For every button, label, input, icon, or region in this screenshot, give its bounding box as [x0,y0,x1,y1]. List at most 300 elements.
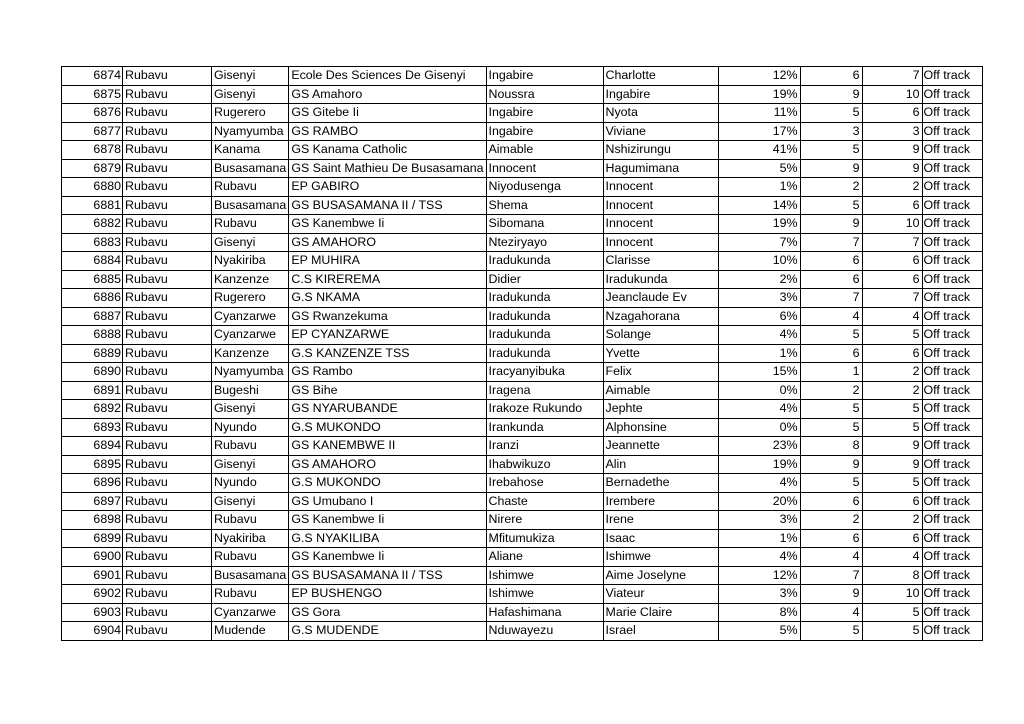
status-cell: Off track [922,474,982,493]
percent-cell: 20% [718,492,800,511]
school-cell: GS AMAHORO [289,455,486,474]
total-cell: 7 [862,289,922,308]
name-cell: Irebahose [486,474,603,493]
total-cell: 5 [862,622,922,641]
sector-cell: Rubavu [212,215,289,234]
name-cell: Iragena [486,381,603,400]
district-cell: Rubavu [123,363,212,382]
surname-cell: Israel [603,622,718,641]
percent-cell: 6% [718,307,800,326]
status-cell: Off track [922,307,982,326]
district-cell: Rubavu [123,418,212,437]
school-cell: GS Rambo [289,363,486,382]
district-cell: Rubavu [123,492,212,511]
table-row [62,252,983,271]
district-cell: Rubavu [123,67,212,86]
school-cell: GS Bihe [289,381,486,400]
table-row [62,141,983,160]
table-row [62,474,983,493]
table-row [62,270,983,289]
status-cell: Off track [922,455,982,474]
status-cell: Off track [922,603,982,622]
score-cell: 9 [800,585,862,604]
score-cell: 1 [800,363,862,382]
score-cell: 9 [800,455,862,474]
percent-cell: 23% [718,437,800,456]
name-cell: Nirere [486,511,603,530]
sector-cell: Rubavu [212,585,289,604]
row-id-cell: 6897 [62,492,123,511]
total-cell: 3 [862,122,922,141]
table-row [62,455,983,474]
sector-cell: Mudende [212,622,289,641]
percent-cell: 4% [718,326,800,345]
row-id-cell: 6875 [62,85,123,104]
table-row [62,400,983,419]
total-cell: 8 [862,566,922,585]
status-cell: Off track [922,233,982,252]
score-cell: 5 [800,474,862,493]
surname-cell: Isaac [603,529,718,548]
district-cell: Rubavu [123,474,212,493]
status-cell: Off track [922,363,982,382]
name-cell: Aliane [486,548,603,567]
status-cell: Off track [922,85,982,104]
table-row [62,159,983,178]
total-cell: 2 [862,363,922,382]
total-cell: 6 [862,196,922,215]
school-cell: GS Amahoro [289,85,486,104]
surname-cell: Innocent [603,178,718,197]
row-id-cell: 6880 [62,178,123,197]
district-cell: Rubavu [123,289,212,308]
total-cell: 6 [862,252,922,271]
percent-cell: 3% [718,289,800,308]
district-cell: Rubavu [123,529,212,548]
status-cell: Off track [922,104,982,123]
district-cell: Rubavu [123,141,212,160]
table-row [62,104,983,123]
score-cell: 5 [800,104,862,123]
total-cell: 5 [862,400,922,419]
sector-cell: Rugerero [212,289,289,308]
table-row [62,326,983,345]
status-cell: Off track [922,381,982,400]
school-cell: G.S MUKONDO [289,474,486,493]
table-row [62,307,983,326]
surname-cell: Irembere [603,492,718,511]
sector-cell: Nyakiriba [212,529,289,548]
school-cell: EP GABIRO [289,178,486,197]
district-cell: Rubavu [123,548,212,567]
table-row [62,178,983,197]
score-cell: 2 [800,511,862,530]
sector-cell: Gisenyi [212,455,289,474]
district-cell: Rubavu [123,196,212,215]
row-id-cell: 6900 [62,548,123,567]
surname-cell: Viviane [603,122,718,141]
surname-cell: Jeannette [603,437,718,456]
district-cell: Rubavu [123,85,212,104]
percent-cell: 10% [718,252,800,271]
total-cell: 10 [862,585,922,604]
table-row [62,603,983,622]
school-cell: GS Umubano I [289,492,486,511]
total-cell: 5 [862,603,922,622]
school-cell: G.S MUDENDE [289,622,486,641]
percent-cell: 1% [718,178,800,197]
total-cell: 2 [862,178,922,197]
percent-cell: 0% [718,418,800,437]
status-cell: Off track [922,196,982,215]
total-cell: 9 [862,437,922,456]
total-cell: 6 [862,104,922,123]
name-cell: Nduwayezu [486,622,603,641]
row-id-cell: 6902 [62,585,123,604]
district-cell: Rubavu [123,270,212,289]
district-cell: Rubavu [123,455,212,474]
name-cell: Iradukunda [486,252,603,271]
score-cell: 4 [800,548,862,567]
table-row [62,196,983,215]
score-cell: 6 [800,270,862,289]
score-cell: 8 [800,437,862,456]
district-cell: Rubavu [123,252,212,271]
percent-cell: 4% [718,400,800,419]
table-row [62,418,983,437]
name-cell: Chaste [486,492,603,511]
row-id-cell: 6884 [62,252,123,271]
surname-cell: Solange [603,326,718,345]
sector-cell: Cyanzarwe [212,326,289,345]
school-cell: G.S NKAMA [289,289,486,308]
district-cell: Rubavu [123,511,212,530]
percent-cell: 3% [718,511,800,530]
school-cell: GS Gora [289,603,486,622]
school-cell: GS Kanama Catholic [289,141,486,160]
name-cell: Iradukunda [486,307,603,326]
table-row [62,289,983,308]
percent-cell: 1% [718,344,800,363]
surname-cell: Innocent [603,233,718,252]
name-cell: Ishimwe [486,585,603,604]
surname-cell: Aimable [603,381,718,400]
sector-cell: Rubavu [212,548,289,567]
table-row [62,233,983,252]
total-cell: 10 [862,85,922,104]
name-cell: Ingabire [486,67,603,86]
school-cell: GS Kanembwe Ii [289,215,486,234]
district-cell: Rubavu [123,400,212,419]
total-cell: 7 [862,67,922,86]
district-cell: Rubavu [123,603,212,622]
row-id-cell: 6899 [62,529,123,548]
row-id-cell: 6892 [62,400,123,419]
total-cell: 6 [862,529,922,548]
table-row [62,566,983,585]
sector-cell: Kanama [212,141,289,160]
score-cell: 2 [800,178,862,197]
sector-cell: Cyanzarwe [212,307,289,326]
surname-cell: Felix [603,363,718,382]
school-cell: EP MUHIRA [289,252,486,271]
status-cell: Off track [922,622,982,641]
status-cell: Off track [922,159,982,178]
percent-cell: 12% [718,566,800,585]
percent-cell: 4% [718,548,800,567]
score-cell: 5 [800,622,862,641]
row-id-cell: 6904 [62,622,123,641]
sector-cell: Gisenyi [212,492,289,511]
surname-cell: Innocent [603,215,718,234]
status-cell: Off track [922,178,982,197]
district-cell: Rubavu [123,215,212,234]
sector-cell: Gisenyi [212,67,289,86]
total-cell: 5 [862,418,922,437]
score-cell: 4 [800,307,862,326]
score-cell: 5 [800,400,862,419]
row-id-cell: 6878 [62,141,123,160]
district-cell: Rubavu [123,437,212,456]
sector-cell: Kanzenze [212,270,289,289]
surname-cell: Nshizirungu [603,141,718,160]
score-cell: 5 [800,196,862,215]
total-cell: 2 [862,381,922,400]
surname-cell: Yvette [603,344,718,363]
row-id-cell: 6895 [62,455,123,474]
sector-cell: Cyanzarwe [212,603,289,622]
school-cell: G.S NYAKILIBA [289,529,486,548]
percent-cell: 8% [718,603,800,622]
status-cell: Off track [922,566,982,585]
percent-cell: 2% [718,270,800,289]
status-cell: Off track [922,215,982,234]
school-cell: GS BUSASAMANA II / TSS [289,196,486,215]
district-cell: Rubavu [123,585,212,604]
name-cell: Nteziryayo [486,233,603,252]
score-cell: 5 [800,326,862,345]
name-cell: Innocent [486,159,603,178]
name-cell: Irakoze Rukundo [486,400,603,419]
table-row [62,529,983,548]
table-row [62,548,983,567]
score-cell: 5 [800,141,862,160]
total-cell: 9 [862,141,922,160]
row-id-cell: 6887 [62,307,123,326]
district-cell: Rubavu [123,178,212,197]
name-cell: Ingabire [486,104,603,123]
sector-cell: Nyamyumba [212,363,289,382]
percent-cell: 7% [718,233,800,252]
score-cell: 6 [800,252,862,271]
status-cell: Off track [922,400,982,419]
surname-cell: Irene [603,511,718,530]
district-cell: Rubavu [123,122,212,141]
row-id-cell: 6881 [62,196,123,215]
score-cell: 7 [800,566,862,585]
percent-cell: 11% [718,104,800,123]
table-row [62,85,983,104]
score-cell: 7 [800,233,862,252]
data-table [61,66,983,641]
row-id-cell: 6888 [62,326,123,345]
surname-cell: Alphonsine [603,418,718,437]
name-cell: Sibomana [486,215,603,234]
district-cell: Rubavu [123,344,212,363]
percent-cell: 17% [718,122,800,141]
table-row [62,363,983,382]
row-id-cell: 6893 [62,418,123,437]
district-cell: Rubavu [123,566,212,585]
name-cell: Iradukunda [486,289,603,308]
percent-cell: 5% [718,622,800,641]
district-cell: Rubavu [123,307,212,326]
sector-cell: Rubavu [212,178,289,197]
surname-cell: Innocent [603,196,718,215]
name-cell: Didier [486,270,603,289]
surname-cell: Jephte [603,400,718,419]
table-row [62,381,983,400]
sector-cell: Busasamana [212,159,289,178]
surname-cell: Marie Claire [603,603,718,622]
name-cell: Ihabwikuzo [486,455,603,474]
row-id-cell: 6877 [62,122,123,141]
row-id-cell: 6889 [62,344,123,363]
status-cell: Off track [922,344,982,363]
name-cell: Ingabire [486,122,603,141]
school-cell: EP BUSHENGO [289,585,486,604]
name-cell: Iracyanyibuka [486,363,603,382]
surname-cell: Nyota [603,104,718,123]
score-cell: 2 [800,381,862,400]
score-cell: 9 [800,159,862,178]
table-row [62,437,983,456]
name-cell: Noussra [486,85,603,104]
table-row [62,511,983,530]
percent-cell: 19% [718,85,800,104]
row-id-cell: 6890 [62,363,123,382]
total-cell: 10 [862,215,922,234]
percent-cell: 0% [718,381,800,400]
total-cell: 5 [862,326,922,345]
school-cell: GS Kanembwe Ii [289,548,486,567]
total-cell: 9 [862,159,922,178]
score-cell: 7 [800,289,862,308]
total-cell: 5 [862,474,922,493]
status-cell: Off track [922,122,982,141]
school-cell: GS RAMBO [289,122,486,141]
row-id-cell: 6874 [62,67,123,86]
name-cell: Aimable [486,141,603,160]
sector-cell: Kanzenze [212,344,289,363]
school-cell: G.S KANZENZE TSS [289,344,486,363]
name-cell: Shema [486,196,603,215]
row-id-cell: 6891 [62,381,123,400]
percent-cell: 15% [718,363,800,382]
sector-cell: Nyamyumba [212,122,289,141]
school-cell: Ecole Des Sciences De Gisenyi [289,67,486,86]
row-id-cell: 6901 [62,566,123,585]
school-cell: GS KANEMBWE II [289,437,486,456]
status-cell: Off track [922,529,982,548]
school-cell: GS Saint Mathieu De Busasamana [289,159,486,178]
status-cell: Off track [922,270,982,289]
sector-cell: Rugerero [212,104,289,123]
score-cell: 5 [800,418,862,437]
percent-cell: 1% [718,529,800,548]
score-cell: 9 [800,85,862,104]
row-id-cell: 6885 [62,270,123,289]
score-cell: 3 [800,122,862,141]
surname-cell: Bernadethe [603,474,718,493]
name-cell: Iradukunda [486,326,603,345]
percent-cell: 14% [718,196,800,215]
status-cell: Off track [922,67,982,86]
sector-cell: Gisenyi [212,400,289,419]
name-cell: Ishimwe [486,566,603,585]
percent-cell: 3% [718,585,800,604]
row-id-cell: 6896 [62,474,123,493]
surname-cell: Nzagahorana [603,307,718,326]
status-cell: Off track [922,418,982,437]
table-row [62,492,983,511]
percent-cell: 5% [718,159,800,178]
row-id-cell: 6882 [62,215,123,234]
status-cell: Off track [922,326,982,345]
total-cell: 6 [862,344,922,363]
sector-cell: Rubavu [212,511,289,530]
surname-cell: Ishimwe [603,548,718,567]
name-cell: Mfitumukiza [486,529,603,548]
school-cell: GS AMAHORO [289,233,486,252]
status-cell: Off track [922,548,982,567]
school-cell: GS BUSASAMANA II / TSS [289,566,486,585]
status-cell: Off track [922,585,982,604]
district-cell: Rubavu [123,326,212,345]
surname-cell: Viateur [603,585,718,604]
sector-cell: Bugeshi [212,381,289,400]
row-id-cell: 6883 [62,233,123,252]
school-cell: GS Kanembwe Ii [289,511,486,530]
table-row [62,122,983,141]
sector-cell: Gisenyi [212,85,289,104]
score-cell: 6 [800,67,862,86]
name-cell: Iranzi [486,437,603,456]
table-body [62,67,983,641]
name-cell: Iradukunda [486,344,603,363]
school-cell: C.S KIREREMA [289,270,486,289]
district-cell: Rubavu [123,381,212,400]
score-cell: 6 [800,344,862,363]
row-id-cell: 6886 [62,289,123,308]
row-id-cell: 6879 [62,159,123,178]
status-cell: Off track [922,437,982,456]
row-id-cell: 6876 [62,104,123,123]
school-cell: EP CYANZARWE [289,326,486,345]
status-cell: Off track [922,289,982,308]
status-cell: Off track [922,511,982,530]
sector-cell: Nyakiriba [212,252,289,271]
total-cell: 6 [862,270,922,289]
total-cell: 7 [862,233,922,252]
surname-cell: Ingabire [603,85,718,104]
total-cell: 4 [862,548,922,567]
table-row [62,67,983,86]
sector-cell: Nyundo [212,474,289,493]
percent-cell: 4% [718,474,800,493]
percent-cell: 19% [718,215,800,234]
score-cell: 4 [800,603,862,622]
